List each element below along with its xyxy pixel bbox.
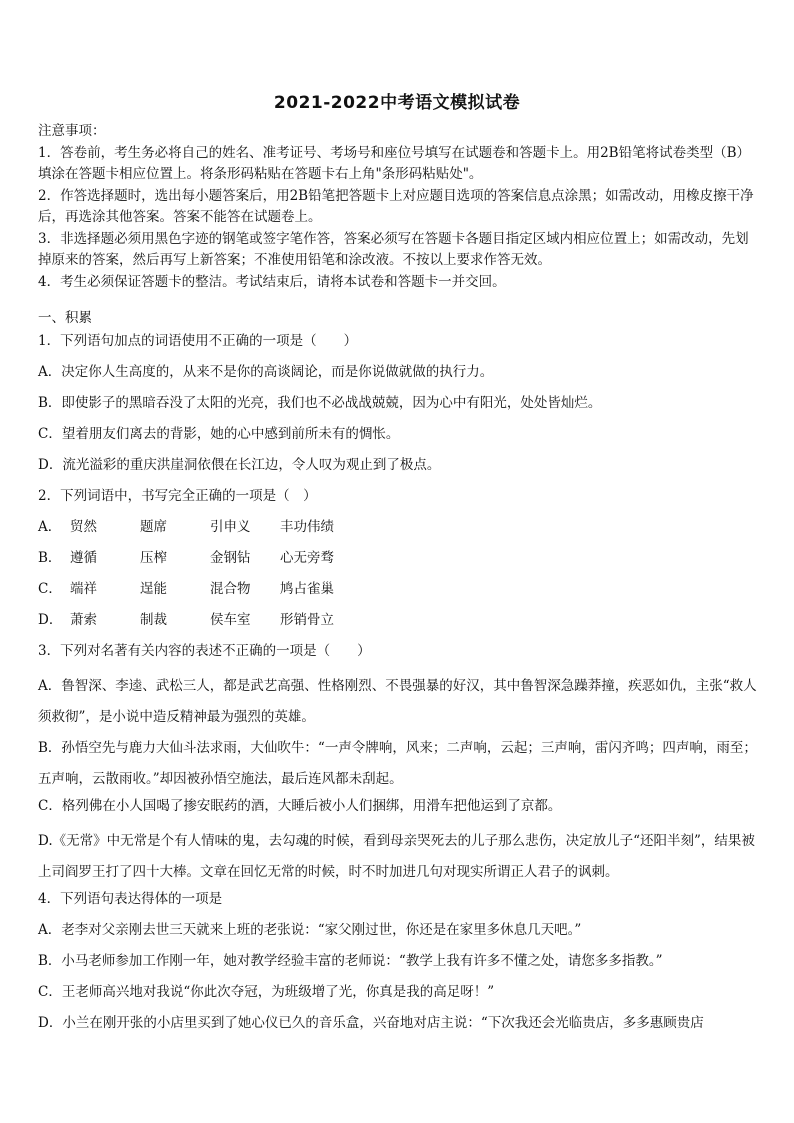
option-word: 形销骨立 <box>280 612 334 628</box>
section-heading: 一、积累 <box>38 310 92 326</box>
notice-item: 2．作答选择题时，选出每小题答案后，用2B铅笔把答题卡上对应题目选项的答案信息点涂黑；如需改动，用橡皮擦干净后，再选涂其他答案。答案不能答在试题卷上。 <box>38 187 754 225</box>
question-1-option-a: A．决定你人生高度的，从来不是你的高谈阔论，而是你说做就做的执行力。 <box>38 364 494 380</box>
option-word: 贸然 <box>70 519 97 535</box>
option-word: 端祥 <box>70 581 97 597</box>
option-word: 侯车室 <box>210 612 251 628</box>
notice-item: 4．考生必须保证答题卡的整洁。考试结束后，请将本试卷和答题卡一并交回。 <box>38 273 506 290</box>
question-1-option-b: B．即使影子的黑暗吞没了太阳的光亮，我们也不必战战兢兢，因为心中有阳光，处处皆灿烂。 <box>38 395 602 411</box>
question-2-stem: 2．下列词语中，书写完全正确的一项是（ ） <box>38 488 317 504</box>
notice-item: 3．非选择题必须用黑色字迹的钢笔或签字笔作答，答案必须写在答题卡各题目指定区域内相应位置上；如需改动，先划掉原来的答案，然后再写上新答案；不准使用铅笔和涂改液。不按以上要求作答无效。 <box>38 230 749 268</box>
page-title: 2021-2022中考语文模拟试卷 <box>273 93 521 113</box>
question-4-option-d: D．小兰在刚开张的小店里买到了她心仪已久的音乐盒，兴奋地对店主说：“下次我还会光临贵店，多多惠顾贵店 <box>38 1015 704 1031</box>
option-word: 混合物 <box>210 581 251 597</box>
question-3-stem: 3．下列对名著有关内容的表述不正确的一项是（ ） <box>38 643 371 659</box>
question-3-option-d: D.《无常》中无常是个有人情味的鬼，去勾魂的时候，看到母亲哭死去的儿子那么悲伤，决定放儿子“还阳半刻”，结果被上司阎罗王打了四十大棒。文章在回忆无常的时候，时不时加进几句对现实所谓正人君子的讽刺。 <box>38 833 755 880</box>
option-word: 题席 <box>140 519 167 535</box>
option-word: 遵循 <box>70 550 97 566</box>
option-label: D． <box>38 612 63 628</box>
option-word: 萧索 <box>70 612 97 628</box>
option-word: 金钢钻 <box>210 550 251 566</box>
question-1-option-c: C．望着朋友们离去的背影，她的心中感到前所未有的惆怅。 <box>38 426 400 442</box>
question-2-option-c <box>38 578 758 609</box>
notice-heading: 注意事项： <box>38 123 106 139</box>
question-4-stem: 4．下列语句表达得体的一项是 <box>38 891 223 907</box>
question-2-option-d <box>38 609 758 640</box>
option-word: 引申义 <box>210 519 251 535</box>
option-word: 心无旁骛 <box>280 550 334 566</box>
question-4-option-a: A．老李对父亲刚去世三天就来上班的老张说：“家父刚过世，你还是在家里多休息几天吧。” <box>38 922 582 938</box>
question-3-option-c: C．格列佛在小人国喝了掺安眠药的酒，大睡后被小人们捆绑，用滑车把他运到了京都。 <box>38 798 562 814</box>
notice-block <box>38 121 758 293</box>
questions <box>38 330 758 1043</box>
option-word: 制裁 <box>140 612 167 628</box>
question-3-option-a: A．鲁智深、李逵、武松三人，都是武艺高强、性格刚烈、不畏强暴的好汉，其中鲁智深急躁莽撞，疾恶如仇，主张“救人须救彻”，是小说中造反精神最为强烈的英雄。 <box>38 678 757 725</box>
option-label: B． <box>38 550 62 566</box>
question-2-option-b <box>38 547 758 578</box>
option-word: 逞能 <box>140 581 167 597</box>
option-label: C． <box>38 581 62 597</box>
option-word: 鸠占雀巢 <box>280 581 334 597</box>
option-word: 丰功伟绩 <box>280 519 334 535</box>
question-1-option-d: D．流光溢彩的重庆洪崖洞依偎在长江边，令人叹为观止到了极点。 <box>38 457 441 473</box>
option-word: 压榨 <box>140 550 167 566</box>
option-label: A． <box>38 519 62 535</box>
question-1-stem: 1．下列语句加点的词语使用不正确的一项是（ ） <box>38 333 358 349</box>
question-2-option-a <box>38 516 758 547</box>
notice-item: 1．答卷前，考生务必将自己的姓名、准考证号、考场号和座位号填写在试题卷和答题卡上。用2B铅笔将试卷类型（B）填涂在答题卡相应位置上。将条形码粘贴在答题卡右上角"条形码粘贴处"。 <box>38 144 751 182</box>
question-3-option-b: B．孙悟空先与鹿力大仙斗法求雨，大仙吹牛：“一声令牌响，风来；二声响，云起；三声响，雷闪齐鸣；四声响，雨至；五声响，云散雨收。”却因被孙悟空施法，最后连风都未刮起。 <box>38 740 757 787</box>
question-4-option-b: B．小马老师参加工作刚一年，她对教学经验丰富的老师说：“教学上我有许多不懂之处，请您多多指教。” <box>38 953 663 969</box>
question-4-option-c: C．王老师高兴地对我说“你此次夺冠，为班级增了光，你真是我的高足呀！” <box>38 984 495 1000</box>
